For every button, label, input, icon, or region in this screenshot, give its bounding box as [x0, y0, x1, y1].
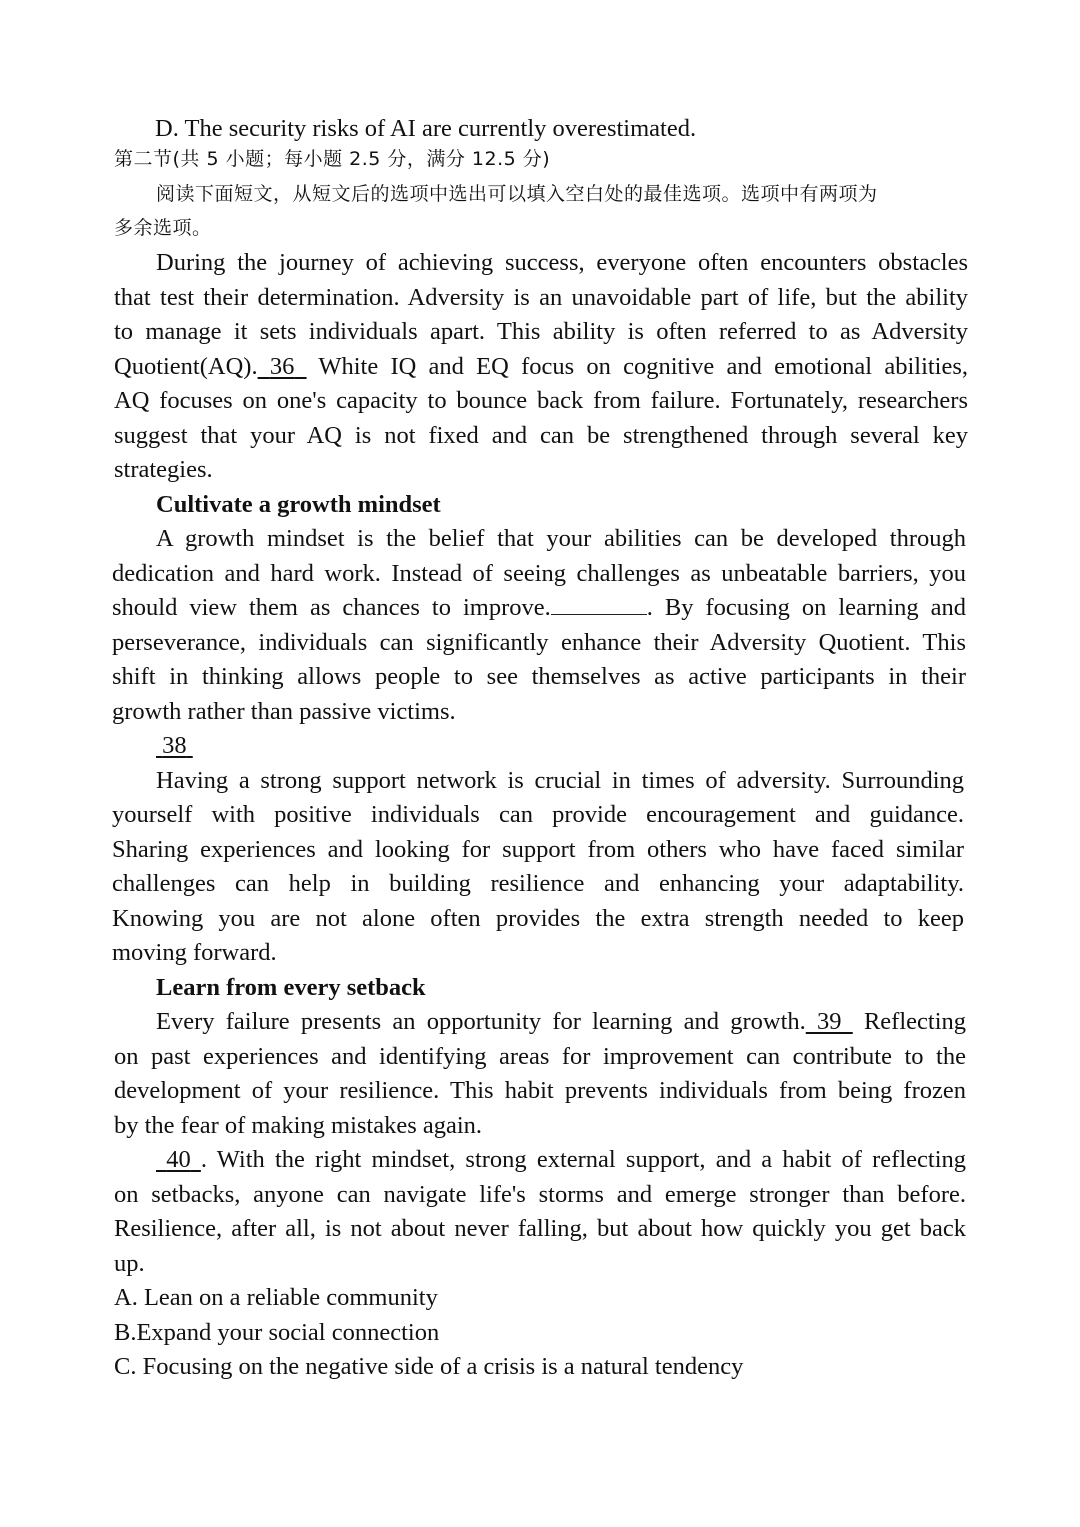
para4-line: on setbacks, anyone can navigate life's storms and emerge stronger than before. [114, 1181, 966, 1208]
instructions-line-1: 阅读下面短文，从短文后的选项中选出可以填入空白处的最佳选项。选项中有两项为 [156, 183, 878, 205]
para4-line-with-blank-40: 40 . With the right mindset, strong external support, and a habit of reflecting [156, 1143, 966, 1178]
para1-line: A growth mindset is the belief that your abilities can be developed through [156, 525, 966, 552]
intro-suffix: White IQ and EQ focus on cognitive and emotional abilities, [318, 353, 969, 380]
intro-line: During the journey of achieving success, everyone often encounters obstacles [156, 249, 968, 276]
para2-line: Sharing experiences and looking for support from others who have faced similar [112, 836, 964, 863]
para3-line: development of your resilience. This habit prevents individuals from being frozen [114, 1077, 966, 1104]
para1-line: shift in thinking allows people to see themselves as active participants in their [112, 663, 966, 690]
blank-38: 38 [162, 732, 187, 759]
para4-line: up. [114, 1250, 145, 1277]
section-heading: 第二节(共 5 小题；每小题 2.5 分，满分 12.5 分) [114, 148, 551, 170]
instructions-line-2: 多余选项。 [114, 217, 212, 239]
option-b: B.Expand your social connection [114, 1319, 440, 1346]
para2-line: Knowing you are not alone often provides the extra strength needed to keep [112, 905, 964, 932]
intro-line: to manage it sets individuals apart. This ability is often referred to as Adversity [114, 318, 968, 345]
para3-line-with-blank-39: Every failure presents an opportunity for learning and growth. 39 Reflecting [156, 1008, 967, 1035]
para1-line-with-blank-37: should view them as chances to improve. . By focusing on learning and [112, 594, 966, 621]
intro-line: suggest that your AQ is not fixed and can be strengthened through several key [114, 422, 968, 449]
blank-39: 39 [817, 1008, 842, 1035]
blank-36: 36 [269, 353, 295, 380]
para4-line: Resilience, after all, is not about never falling, but about how quickly you get back [114, 1215, 966, 1242]
para1-line: perseverance, individuals can significantly enhance their Adversity Quotient. This [112, 629, 966, 656]
intro-line: strategies. [114, 456, 213, 483]
para1-line: growth rather than passive victims. [112, 698, 456, 725]
para1-line: dedication and hard work. Instead of seeing challenges as unbeatable barriers, you [112, 560, 966, 587]
para3-line: by the fear of making mistakes again. [114, 1112, 483, 1139]
para3-line: on past experiences and identifying areas for improvement can contribute to the [114, 1043, 966, 1070]
previous-question-option-d: D. The security risks of AI are currently overestimated. [155, 115, 697, 142]
para2-line: moving forward. [112, 939, 277, 966]
option-a: A. Lean on a reliable community [114, 1284, 438, 1311]
subheading-growth-mindset: Cultivate a growth mindset [156, 491, 441, 518]
blank-40: 40 [166, 1146, 191, 1173]
subheading-learn-from-setback: Learn from every setback [156, 974, 426, 1001]
intro-line: AQ focuses on one's capacity to bounce back from failure. Fortunately, researchers [114, 387, 968, 414]
option-c: C. Focusing on the negative side of a crisis is a natural tendency [114, 1353, 744, 1380]
para2-line: yourself with positive individuals can provide encouragement and guidance. [112, 801, 964, 828]
intro-prefix: Quotient(AQ). [114, 353, 258, 380]
blank-37 [551, 594, 647, 615]
intro-line: that test their determination. Adversity is an unavoidable part of life, but the ability [114, 284, 968, 311]
para2-line: Having a strong support network is crucial in times of adversity. Surrounding [156, 767, 964, 794]
para2-line: challenges can help in building resilience and enhancing your adaptability. [112, 870, 964, 897]
intro-line-with-blank-36 [114, 350, 968, 385]
